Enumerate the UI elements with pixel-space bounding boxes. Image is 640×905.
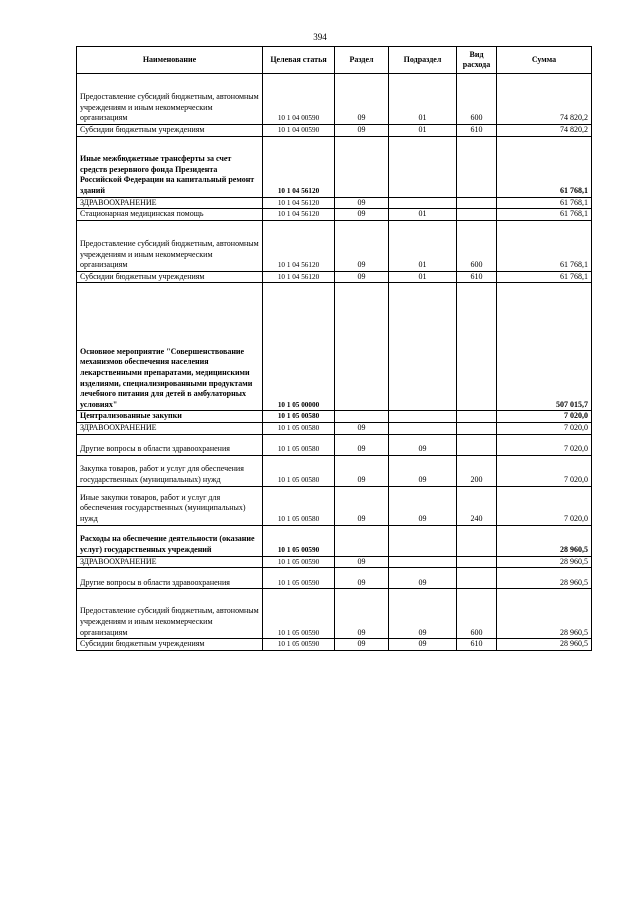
cell-code: 10 1 05 00590 bbox=[263, 589, 335, 639]
header-subsection: Подраздел bbox=[389, 47, 457, 74]
cell-expense-type bbox=[457, 209, 497, 221]
table-row bbox=[77, 271, 592, 283]
cell-sum: 28 960,5 bbox=[497, 568, 592, 589]
cell-name: Субсидии бюджетным учреждениям bbox=[77, 639, 263, 651]
table-row bbox=[77, 209, 592, 221]
cell-subsection bbox=[389, 525, 457, 556]
cell-code: 10 1 05 00000 bbox=[263, 283, 335, 411]
table-header-row bbox=[77, 47, 592, 74]
cell-sum: 507 015,7 bbox=[497, 283, 592, 411]
cell-name: ЗДРАВООХРАНЕНИЕ bbox=[77, 556, 263, 568]
table-row bbox=[77, 220, 592, 271]
cell-name: Основное мероприятие "Совершенствование механизмов обеспечения населения лекарственными препаратами, медицинскими изделиями, специализированными продуктами лечебного питания для детей в амбулаторных условиях" bbox=[77, 283, 263, 411]
cell-code: 10 1 05 00590 bbox=[263, 525, 335, 556]
cell-code: 10 1 05 00580 bbox=[263, 455, 335, 486]
cell-subsection: 09 bbox=[389, 568, 457, 589]
cell-expense-type: 600 bbox=[457, 589, 497, 639]
cell-section: 09 bbox=[335, 556, 389, 568]
page-number: 394 bbox=[313, 32, 327, 42]
cell-name: Расходы на обеспечение деятельности (оказание услуг) государственных учреждений bbox=[77, 525, 263, 556]
cell-expense-type: 610 bbox=[457, 639, 497, 651]
cell-name: Другие вопросы в области здравоохранения bbox=[77, 434, 263, 455]
cell-sum: 28 960,5 bbox=[497, 525, 592, 556]
cell-sum: 7 020,0 bbox=[497, 422, 592, 434]
cell-expense-type: 200 bbox=[457, 455, 497, 486]
cell-section bbox=[335, 411, 389, 423]
cell-section: 09 bbox=[335, 486, 389, 525]
cell-name: Закупка товаров, работ и услуг для обеспечения государственных (муниципальных) нужд bbox=[77, 455, 263, 486]
cell-section: 09 bbox=[335, 125, 389, 137]
cell-code: 10 1 04 56120 bbox=[263, 197, 335, 209]
cell-code: 10 1 04 56120 bbox=[263, 271, 335, 283]
cell-expense-type: 600 bbox=[457, 220, 497, 271]
cell-sum: 7 020,0 bbox=[497, 411, 592, 423]
table-row bbox=[77, 283, 592, 411]
cell-section: 09 bbox=[335, 589, 389, 639]
header-section: Раздел bbox=[335, 47, 389, 74]
table-row bbox=[77, 422, 592, 434]
cell-sum: 74 820,2 bbox=[497, 74, 592, 125]
cell-section: 09 bbox=[335, 197, 389, 209]
cell-subsection bbox=[389, 422, 457, 434]
cell-subsection bbox=[389, 136, 457, 197]
budget-table bbox=[76, 46, 592, 651]
cell-subsection: 09 bbox=[389, 639, 457, 651]
cell-expense-type bbox=[457, 434, 497, 455]
cell-sum: 28 960,5 bbox=[497, 639, 592, 651]
cell-expense-type bbox=[457, 197, 497, 209]
cell-name: Субсидии бюджетным учреждениям bbox=[77, 271, 263, 283]
cell-code: 10 1 05 00590 bbox=[263, 639, 335, 651]
cell-section: 09 bbox=[335, 422, 389, 434]
cell-sum: 28 960,5 bbox=[497, 556, 592, 568]
cell-subsection bbox=[389, 411, 457, 423]
cell-expense-type bbox=[457, 422, 497, 434]
cell-sum: 7 020,0 bbox=[497, 455, 592, 486]
cell-code: 10 1 04 56120 bbox=[263, 209, 335, 221]
cell-expense-type: 240 bbox=[457, 486, 497, 525]
cell-code: 10 1 05 00580 bbox=[263, 486, 335, 525]
cell-subsection: 01 bbox=[389, 271, 457, 283]
cell-name: Стационарная медицинская помощь bbox=[77, 209, 263, 221]
table-row bbox=[77, 125, 592, 137]
cell-expense-type: 600 bbox=[457, 74, 497, 125]
cell-name: ЗДРАВООХРАНЕНИЕ bbox=[77, 197, 263, 209]
cell-section bbox=[335, 525, 389, 556]
cell-subsection: 01 bbox=[389, 125, 457, 137]
cell-sum: 74 820,2 bbox=[497, 125, 592, 137]
table-row bbox=[77, 455, 592, 486]
cell-expense-type bbox=[457, 283, 497, 411]
cell-section: 09 bbox=[335, 434, 389, 455]
cell-code: 10 1 04 56120 bbox=[263, 220, 335, 271]
cell-name: Предоставление субсидий бюджетным, автономным учреждениям и иным некоммерческим организациям bbox=[77, 220, 263, 271]
cell-section bbox=[335, 136, 389, 197]
cell-section: 09 bbox=[335, 639, 389, 651]
cell-name: ЗДРАВООХРАНЕНИЕ bbox=[77, 422, 263, 434]
cell-section: 09 bbox=[335, 568, 389, 589]
cell-subsection bbox=[389, 283, 457, 411]
cell-name: Субсидии бюджетным учреждениям bbox=[77, 125, 263, 137]
cell-section: 09 bbox=[335, 74, 389, 125]
cell-name: Иные закупки товаров, работ и услуг для обеспечения государственных (муниципальных) нужд bbox=[77, 486, 263, 525]
cell-sum: 7 020,0 bbox=[497, 486, 592, 525]
table-row bbox=[77, 434, 592, 455]
cell-name: Предоставление субсидий бюджетным, автономным учреждениям и иным некоммерческим организациям bbox=[77, 74, 263, 125]
cell-subsection bbox=[389, 556, 457, 568]
cell-expense-type bbox=[457, 525, 497, 556]
header-sum: Сумма bbox=[497, 47, 592, 74]
cell-expense-type bbox=[457, 556, 497, 568]
table-row bbox=[77, 525, 592, 556]
cell-section: 09 bbox=[335, 271, 389, 283]
cell-subsection: 01 bbox=[389, 209, 457, 221]
cell-sum: 61 768,1 bbox=[497, 209, 592, 221]
cell-sum: 61 768,1 bbox=[497, 136, 592, 197]
cell-code: 10 1 05 00590 bbox=[263, 556, 335, 568]
header-expense-type: Вид расхода bbox=[457, 47, 497, 74]
cell-name: Другие вопросы в области здравоохранения bbox=[77, 568, 263, 589]
cell-expense-type bbox=[457, 411, 497, 423]
table-row bbox=[77, 197, 592, 209]
table-row bbox=[77, 411, 592, 423]
cell-subsection: 09 bbox=[389, 589, 457, 639]
cell-expense-type bbox=[457, 136, 497, 197]
cell-code: 10 1 05 00590 bbox=[263, 568, 335, 589]
cell-subsection: 01 bbox=[389, 220, 457, 271]
cell-section: 09 bbox=[335, 209, 389, 221]
cell-subsection: 09 bbox=[389, 455, 457, 486]
cell-section: 09 bbox=[335, 220, 389, 271]
table-row bbox=[77, 74, 592, 125]
cell-code: 10 1 04 00590 bbox=[263, 125, 335, 137]
table-row bbox=[77, 136, 592, 197]
cell-expense-type bbox=[457, 568, 497, 589]
table-row bbox=[77, 568, 592, 589]
cell-code: 10 1 04 00590 bbox=[263, 74, 335, 125]
cell-code: 10 1 05 00580 bbox=[263, 434, 335, 455]
cell-sum: 28 960,5 bbox=[497, 589, 592, 639]
cell-subsection: 09 bbox=[389, 434, 457, 455]
table-row bbox=[77, 589, 592, 639]
cell-sum: 7 020,0 bbox=[497, 434, 592, 455]
table-row bbox=[77, 486, 592, 525]
table-row bbox=[77, 639, 592, 651]
cell-expense-type: 610 bbox=[457, 271, 497, 283]
cell-code: 10 1 04 56120 bbox=[263, 136, 335, 197]
cell-subsection: 01 bbox=[389, 74, 457, 125]
cell-code: 10 1 05 00580 bbox=[263, 422, 335, 434]
cell-name: Централизованные закупки bbox=[77, 411, 263, 423]
cell-subsection bbox=[389, 197, 457, 209]
cell-name: Предоставление субсидий бюджетным, автономным учреждениям и иным некоммерческим организациям bbox=[77, 589, 263, 639]
cell-sum: 61 768,1 bbox=[497, 271, 592, 283]
header-code: Целевая статья bbox=[263, 47, 335, 74]
header-name: Наименование bbox=[77, 47, 263, 74]
cell-sum: 61 768,1 bbox=[497, 197, 592, 209]
cell-section: 09 bbox=[335, 455, 389, 486]
cell-subsection: 09 bbox=[389, 486, 457, 525]
cell-expense-type: 610 bbox=[457, 125, 497, 137]
cell-section bbox=[335, 283, 389, 411]
table-row bbox=[77, 556, 592, 568]
cell-name: Иные межбюджетные трансферты за счет средств резервного фонда Президента Российской Федерации на капитальный ремонт зданий bbox=[77, 136, 263, 197]
cell-sum: 61 768,1 bbox=[497, 220, 592, 271]
cell-code: 10 1 05 00580 bbox=[263, 411, 335, 423]
